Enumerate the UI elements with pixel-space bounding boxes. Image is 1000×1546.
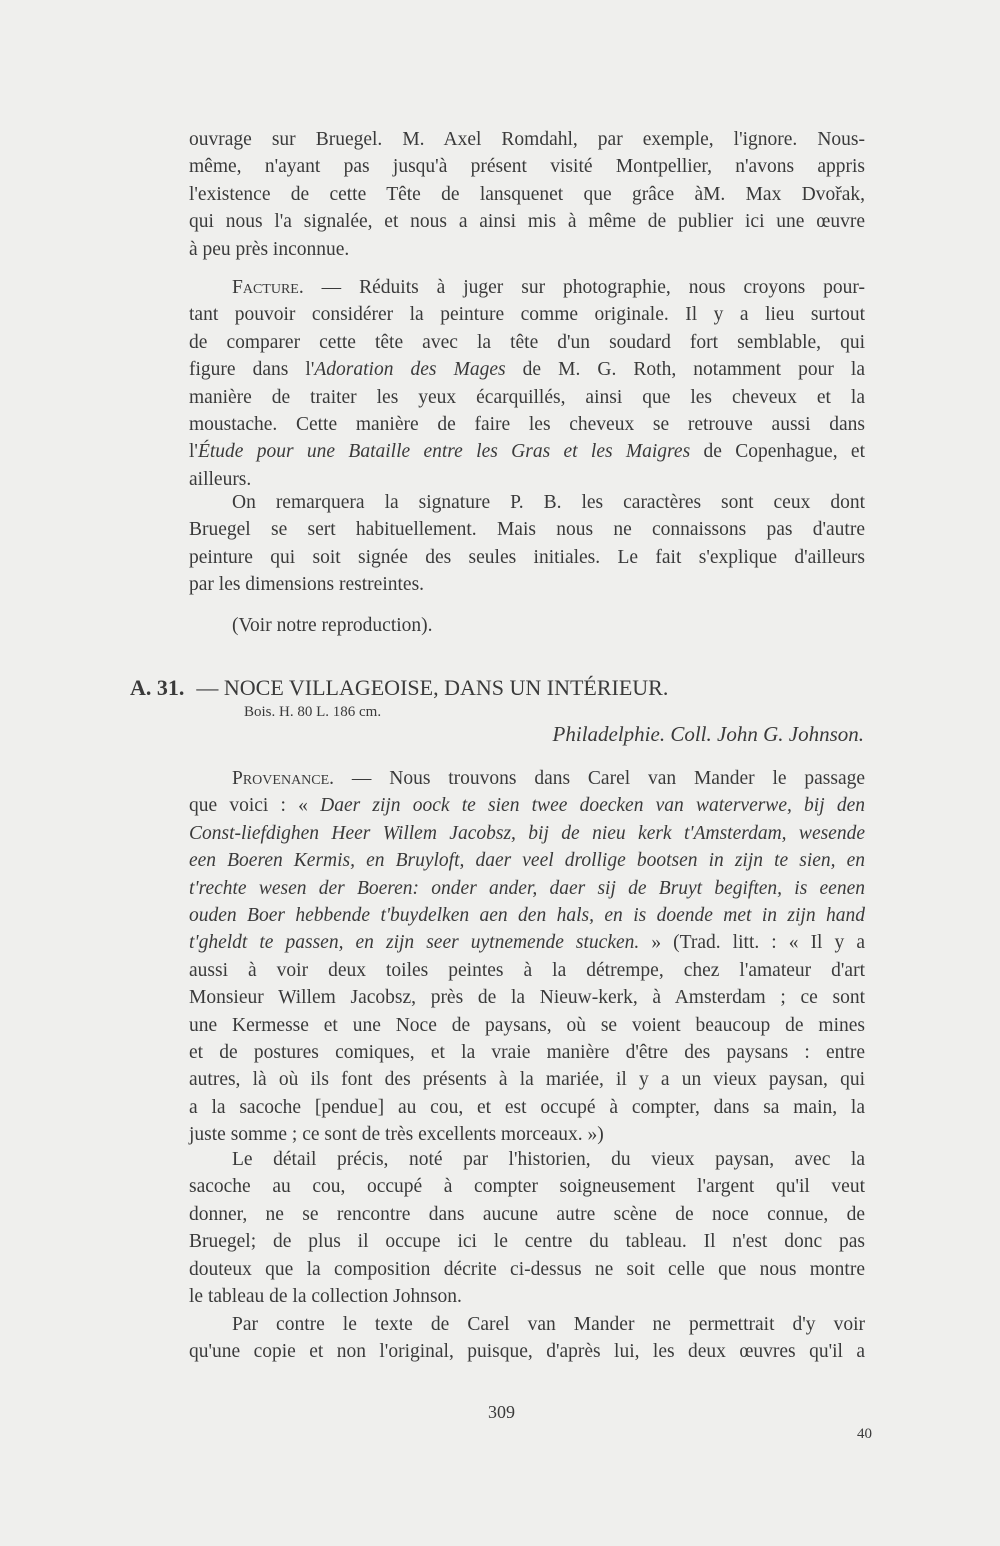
text-line xyxy=(189,847,865,874)
text-line: aussi à voir deux toiles peintes à la détrempe, chez l'amateur d'art xyxy=(189,959,865,981)
text-line: l'Étude pour une Bataille entre les Gras et les Maigres de Copenhague, et xyxy=(189,441,865,463)
catalogue-entry-heading xyxy=(130,674,668,702)
text-line: Monsieur Willem Jacobsz, près de la Nieuw-kerk, à Amsterdam ; ce sont xyxy=(189,987,865,1009)
text-line: On remarquera la signature P. B. les caractères sont ceux dont xyxy=(232,492,865,513)
text-line: douteux que la composition décrite ci-dessus ne soit celle que nous montre xyxy=(189,1258,865,1280)
text-line: une Kermesse et une Noce de paysans, où se voient beaucoup de mines xyxy=(189,1014,865,1036)
text-line xyxy=(189,902,865,929)
text-line xyxy=(189,820,865,847)
entry-location: Philadelphie. Coll. John G. Johnson. xyxy=(552,722,864,746)
quotation: Daer zijn oock te sien twee doecken van waterverwe, bij den xyxy=(320,795,865,817)
quotation: t'gheldt te passen, en zijn seer uytnemende stucken. xyxy=(189,932,640,954)
paragraph-contrast xyxy=(189,1311,865,1366)
text-line: l'existence de cette Tête de lansquenet que grâce àM. Max Dvořak, xyxy=(189,183,865,205)
text-line: Le détail précis, noté par l'historien, du vieux paysan, avec la xyxy=(232,1149,865,1170)
quotation: een Boeren Kermis, en Bruyloft, daer veel drollige bootsen in zijn te sien, en xyxy=(189,850,865,872)
text-line: Bruegel se sert habituellement. Mais nous ne connaissons pas d'autre xyxy=(189,519,865,541)
text-line: figure dans l'Adoration des Mages de M. G. Roth, notamment pour la xyxy=(189,359,865,381)
text-line: tant pouvoir considérer la peinture comme originale. Il y a lieu surtout xyxy=(189,304,865,326)
text-line: manière de traiter les yeux écarquillés, ainsi que les cheveux et la xyxy=(189,386,865,408)
text-line: Bruegel; de plus il occupe ici le centre du tableau. Il n'est donc pas xyxy=(189,1231,865,1253)
quotation: ouden Boer hebbende t'buydelken aen den hals, en is doende met in zijn hand xyxy=(189,904,865,926)
text-line: de comparer cette tête avec la tête d'un soudard fort semblable, qui xyxy=(189,331,865,353)
paragraph-reproduction-note xyxy=(189,612,865,639)
text-line: ouvrage sur Bruegel. M. Axel Romdahl, par exemple, l'ignore. Nous- xyxy=(189,129,865,150)
page-number: 309 xyxy=(488,1402,515,1422)
text-line: à peu près inconnue. xyxy=(189,238,350,260)
text-line: qu'une copie et non l'original, puisque, d'après lui, les deux œuvres qu'il a xyxy=(189,1341,865,1363)
entry-title: — NOCE VILLAGEOISE, DANS UN INTÉRIEUR. xyxy=(196,675,669,700)
text-line: peinture qui soit signée des seules initiales. Le fait s'explique d'ailleurs xyxy=(189,546,865,568)
text-line: Provenance. — Nous trouvons dans Carel van Mander le passage xyxy=(232,768,865,789)
text-line: ailleurs. xyxy=(189,468,252,490)
paragraph-facture xyxy=(189,274,865,493)
entry-number: A. 31. xyxy=(130,675,185,700)
artwork-title: Adoration des Mages xyxy=(314,359,506,381)
text-line: juste somme ; ce sont de très excellents morceaux. ») xyxy=(189,1124,604,1146)
text-line: t'gheldt te passen, en zijn seer uytnemende stucken. » (Trad. litt. : « Il y a xyxy=(189,932,865,954)
text-line: même, n'ayant pas jusqu'à présent visité Montpellier, n'avons appris xyxy=(189,156,865,178)
artwork-title: Étude pour une Bataille entre les Gras et les Maigres xyxy=(197,441,691,463)
text-line xyxy=(189,875,865,902)
text-line: Facture. — Réduits à juger sur photographie, nous croyons pour- xyxy=(232,277,865,298)
text-line: sacoche au cou, occupé à compter soigneusement l'argent qu'il veut xyxy=(189,1176,865,1198)
section-label-provenance: Provenance. xyxy=(232,768,335,789)
paragraph-detail xyxy=(189,1146,865,1310)
text-line: par les dimensions restreintes. xyxy=(189,574,425,596)
text-line: (Voir notre reproduction). xyxy=(232,615,433,636)
quotation: Const-liefdighen Heer Willem Jacobsz, bij de nieu kerk t'Amsterdam, wesende xyxy=(189,822,865,844)
text-line: et de postures comiques, et la vraie manière d'être des paysans : entre xyxy=(189,1041,865,1063)
entry-dimensions: Bois. H. 80 L. 186 cm. xyxy=(244,704,382,720)
text-line: autres, là où ils font des présents à la mariée, il y a un vieux paysan, qui xyxy=(189,1069,865,1091)
quotation: t'rechte wesen der Boeren: onder ander, daer sij de Bruyt begiften, is eenen xyxy=(189,877,865,899)
paragraph-signature xyxy=(189,489,865,599)
text-line: le tableau de la collection Johnson. xyxy=(189,1285,462,1307)
text-line: donner, ne se rencontre dans aucune autre scène de noce connue, de xyxy=(189,1203,865,1225)
text-line: qui nous l'a signalée, et nous a ainsi mis à même de publier ici une œuvre xyxy=(189,211,865,233)
section-label-facture: Facture. xyxy=(232,277,304,298)
signature-mark: 40 xyxy=(857,1426,872,1442)
paragraph-intro xyxy=(189,126,865,263)
text-line: que voici : « Daer zijn oock te sien twee doecken van waterverwe, bij den xyxy=(189,795,865,817)
paragraph-provenance xyxy=(189,765,865,1148)
text-line: Par contre le texte de Carel van Mander ne permettrait d'y voir xyxy=(232,1314,865,1335)
text-line: moustache. Cette manière de faire les cheveux se retrouve aussi dans xyxy=(189,413,865,435)
text-line: a la sacoche [pendue] au cou, et est occupé à compter, dans sa main, la xyxy=(189,1096,865,1118)
